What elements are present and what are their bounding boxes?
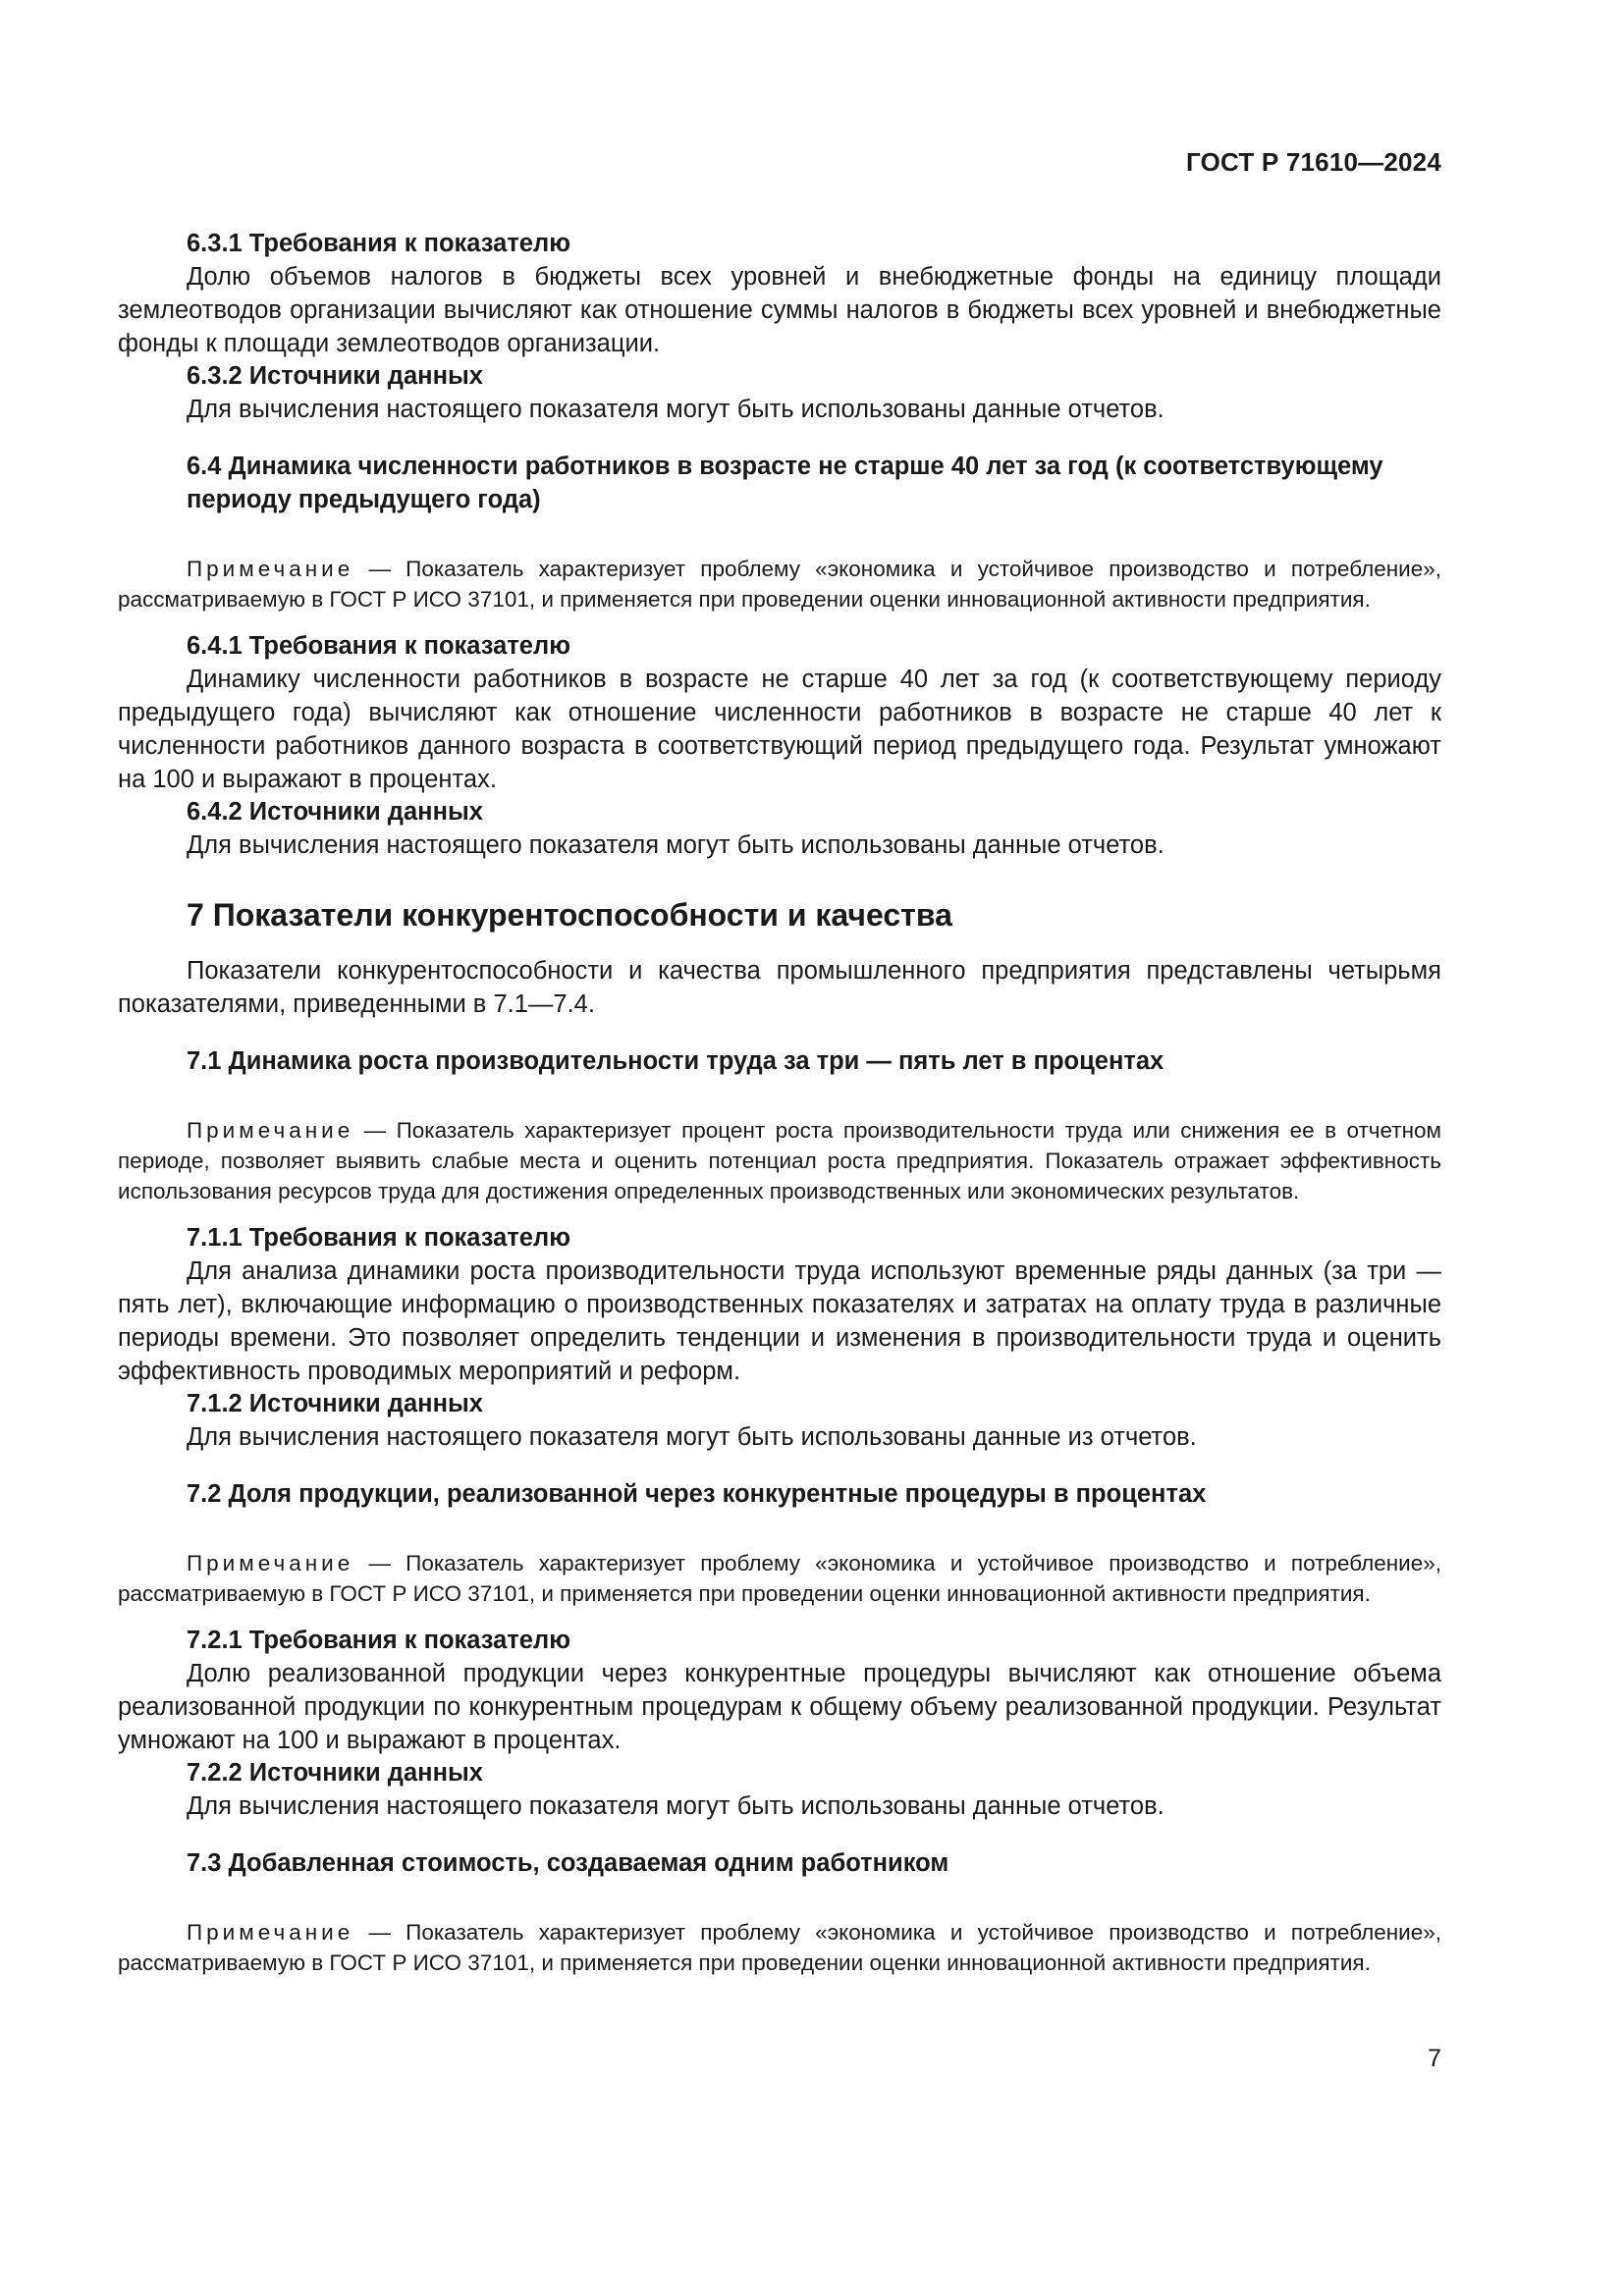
note-dash: — [353, 1551, 406, 1575]
paragraph: Показатели конкурентоспособности и качества промышленного предприятия представлены четырьмя показателями, приведенными в 7.1—7.4. [118, 957, 1441, 1018]
paragraph: Долю реализованной продукции через конкурентные процедуры вычисляют как отношение объема реализованной продукции по конкурентным процедурам к общему объему реализованной продукции. Результат умножают на 100 и выражают в процентах. [118, 1660, 1441, 1754]
paragraph: Для вычисления настоящего показателя могут быть использованы данные отчетов. [187, 1792, 1164, 1820]
note-text: Показатель характеризует проблему «экономика и устойчивое производство и потребление», рассматриваемую в ГОСТ Р ИСО 37101, и применяется при проведении оценки инновационной активности предприятия. [118, 557, 1441, 612]
section-heading: 7.1 Динамика роста производительности труда за три — пять лет в процентах [187, 1047, 1164, 1075]
note-text: Показатель характеризует процент роста производительности труда или снижения ее в отчетном периоде, позволяет выявить слабые места и оценить потенциал роста предприятия. Показатель отражает эффективность использования ресурсов труда для достижения определенных производственных или экономических результатов. [118, 1118, 1441, 1203]
note-paragraph [118, 1917, 1441, 1978]
paragraph: Для вычисления настоящего показателя могут быть использованы данные отчетов. [187, 396, 1164, 423]
note-label: Примечание [187, 1920, 354, 1945]
subsection-heading: 7.2.1 Требования к показателю [187, 1627, 570, 1654]
section-heading: 6.4 Динамика численности работников в возрасте не старше 40 лет за год (к соответствующему периоду предыдущего года) [187, 453, 1383, 513]
chapter-heading: 7 Показатели конкурентоспособности и качества [187, 897, 952, 933]
subsection-heading: 6.4.2 Источники данных [187, 798, 483, 826]
page-number: 7 [1428, 2045, 1441, 2072]
section-heading: 7.3 Добавленная стоимость, создаваемая одним работником [187, 1849, 949, 1877]
note-dash: — [353, 1118, 397, 1143]
note-text: Показатель характеризует проблему «экономика и устойчивое производство и потребление», рассматриваемую в ГОСТ Р ИСО 37101, и применяется при проведении оценки инновационной активности предприятия. [118, 1920, 1441, 1975]
paragraph: Для анализа динамики роста производительности труда используют временные ряды данных (за три — пять лет), включающие информацию о производственных показателях и затратах на оплату труда в различные периоды времени. Это позволяет определить тенденции и изменения в производительности труда и оценить эффективность проводимых мероприятий и реформ. [118, 1257, 1441, 1385]
note-dash: — [353, 557, 406, 581]
note-label: Примечание [187, 1118, 354, 1143]
note-text: Показатель характеризует проблему «экономика и устойчивое производство и потребление», рассматриваемую в ГОСТ Р ИСО 37101, и применяется при проведении оценки инновационной активности предприятия. [118, 1551, 1441, 1606]
note-paragraph [118, 1548, 1441, 1609]
subsection-heading: 6.3.2 Источники данных [187, 362, 483, 390]
subsection-heading: 7.1.1 Требования к показателю [187, 1224, 570, 1252]
subsection-heading: 6.4.1 Требования к показателю [187, 632, 570, 660]
note-paragraph [118, 1115, 1441, 1206]
document-header: ГОСТ Р 71610—2024 [1186, 147, 1441, 177]
subsection-heading: 7.2.2 Источники данных [187, 1759, 483, 1787]
paragraph: Для вычисления настоящего показателя могут быть использованы данные отчетов. [187, 831, 1164, 859]
paragraph: Долю объемов налогов в бюджеты всех уровней и внебюджетные фонды на единицу площади землеотводов организации вычисляют как отношение суммы налогов в бюджеты всех уровней и внебюджетные фонды к площади землеотводов организации. [118, 263, 1441, 357]
note-label: Примечание [187, 1551, 354, 1575]
note-dash: — [353, 1920, 406, 1945]
document-body [118, 228, 1441, 1994]
note-label: Примечание [187, 557, 354, 581]
paragraph: Для вычисления настоящего показателя могут быть использованы данные из отчетов. [187, 1423, 1197, 1451]
section-heading: 7.2 Доля продукции, реализованной через конкурентные процедуры в процентах [187, 1480, 1207, 1508]
subsection-heading: 7.1.2 Источники данных [187, 1390, 483, 1417]
paragraph: Динамику численности работников в возрасте не старше 40 лет за год (к соответствующему периоду предыдущего года) вычисляют как отношение численности работников в возрасте не старше 40 лет к численности работников данного возраста в соответствующий период предыдущего года. Результат умножают на 100 и выражают в процентах. [118, 666, 1441, 793]
note-paragraph [118, 554, 1441, 614]
subsection-heading: 6.3.1 Требования к показателю [187, 230, 570, 257]
